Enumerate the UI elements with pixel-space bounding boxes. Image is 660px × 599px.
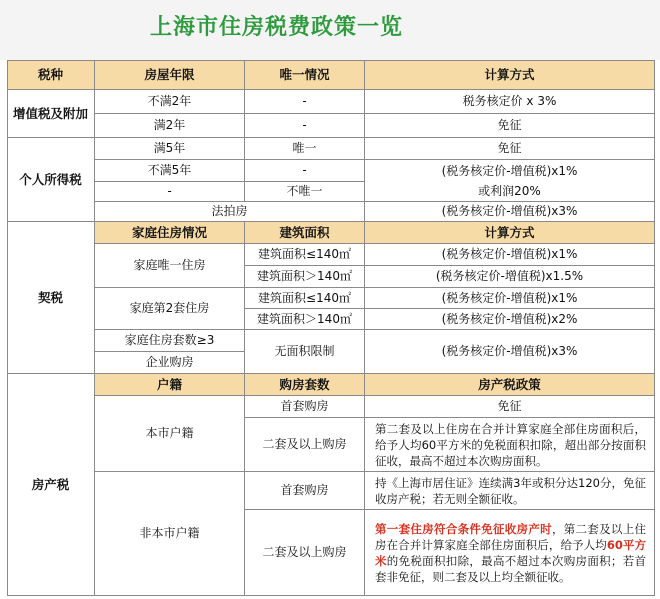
deed-only-area2: 建筑面积＞140㎡ [245,266,365,288]
property-nonlocal-label: 非本市户籍 [95,472,245,596]
deed-only-area1: 建筑面积≤140㎡ [245,244,365,266]
income-r2-unique: - [245,160,365,182]
property-nonlocal-first: 首套购房 [245,472,365,510]
income-r1-years: 满5年 [95,138,245,160]
income-r4-auction: 法拍房 [95,202,365,222]
deed-second-label: 家庭第2套住房 [95,288,245,330]
property-local-second-policy: 第二套及以上住房在合并计算家庭全部住房面积后，给予人均60平方米的免税面积扣除，超出部分按面积征收，最高不超过本次购房面积。 [365,418,655,472]
header-calc: 计算方式 [365,60,655,90]
deed-header-area: 建筑面积 [245,222,365,244]
deed-header-calc: 计算方式 [365,222,655,244]
deed-second-area1: 建筑面积≤140㎡ [245,288,365,309]
vat-r2-calc: 免征 [365,114,655,138]
policy-text-part2: 的免税面积扣除，最高不超过本次购房面积；若首套非免征，则二套及以上均全额征收。 [375,553,646,584]
deed-third-calc: (税务核定价-增值税)x3% [365,330,655,374]
vat-r1-years: 不满2年 [95,90,245,114]
policy-highlight-area: 60平方米 [375,537,646,568]
property-local-first: 首套购房 [245,396,365,418]
income-r3-calc: 或利润20% [365,182,655,202]
property-nonlocal-first-policy: 持《上海市居住证》连续满3年或积分达120分，免征收房产税；若无则全额征收。 [365,472,655,510]
deed-only-calc2: (税务核定价-增值税)x1.5% [365,266,655,288]
property-header-count: 购房套数 [245,374,365,396]
vat-r1-unique: - [245,90,365,114]
deed-second-calc1: (税务核定价-增值税)x1% [365,288,655,309]
page-title: 上海市住房税费政策一览 [150,15,404,40]
property-label: 房产税 [7,374,95,596]
income-label: 个人所得税 [7,138,95,222]
income-r3-years: - [95,182,245,202]
income-r2-years: 不满5年 [95,160,245,182]
vat-label: 增值税及附加 [7,90,95,138]
deed-enterprise-label: 企业购房 [95,352,245,374]
deed-third-label: 家庭住房套数≥3 [95,330,245,352]
property-local-second: 二套及以上购房 [245,418,365,472]
property-nonlocal-second: 二套及以上购房 [245,510,365,596]
income-r2-calc: (税务核定价-增值税)x1% [365,160,655,182]
header-tax-type: 税种 [7,60,95,90]
header-unique: 唯一情况 [245,60,365,90]
property-local-label: 本市户籍 [95,396,245,472]
policy-highlight-first-home: 第一套住房符合条件免征收房产时 [375,521,552,536]
deed-only-label: 家庭唯一住房 [95,244,245,288]
deed-label: 契税 [7,222,95,374]
income-r1-unique: 唯一 [245,138,365,160]
property-header-policy: 房产税政策 [365,374,655,396]
income-r4-calc: (税务核定价-增值税)x3% [365,202,655,222]
deed-header-situation: 家庭住房情况 [95,222,245,244]
policy-text-part1: ，第二套及以上住房在合并计算家庭全部住房面积后，给予人均 [375,521,647,552]
deed-third-area: 无面积限制 [245,330,365,374]
vat-r2-years: 满2年 [95,114,245,138]
property-nonlocal-second-policy [365,510,655,596]
deed-second-calc2: (税务核定价-增值税)x2% [365,309,655,330]
deed-second-area2: 建筑面积＞140㎡ [245,309,365,330]
deed-only-calc1: (税务核定价-增值税)x1% [365,244,655,266]
vat-r2-unique: - [245,114,365,138]
income-r3-unique: 不唯一 [245,182,365,202]
vat-r1-calc: 税务核定价 x 3% [365,90,655,114]
income-r1-calc: 免征 [365,138,655,160]
property-local-first-policy: 免征 [365,396,655,418]
property-header-hukou: 户籍 [95,374,245,396]
header-house-years: 房屋年限 [95,60,245,90]
